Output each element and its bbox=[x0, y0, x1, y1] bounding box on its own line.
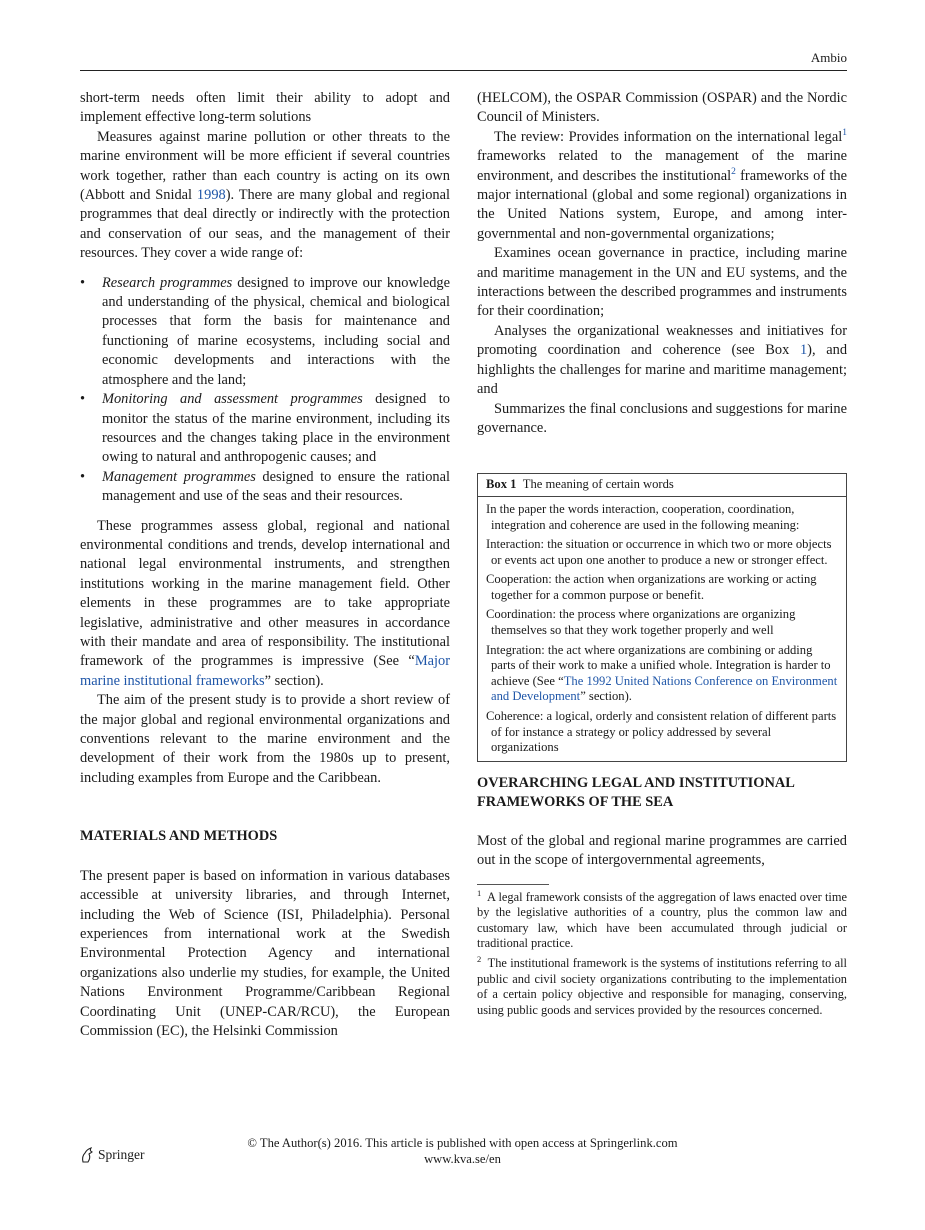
paragraph-text: These programmes assess global, regional and national environmental conditions and trends, develop international and national legal environmental instruments, and strengthen institutions working in the marine management field. Other elements in these programmes are to take appropriate legislative, administrative and other measures in accordance with their mandate and area of responsibility. The institutional framework of the programmes is impressive (See “ bbox=[80, 517, 450, 670]
footnote-ref[interactable]: 2 bbox=[731, 166, 736, 177]
bullet-marker: • bbox=[80, 274, 86, 291]
left-column bbox=[80, 89, 450, 1041]
footnote-text: A legal framework consists of the aggregation of laws enacted over time by the legislative authorities of a country, plus the common law and customary law, which have been accumulated through judicial or traditional practice. bbox=[477, 889, 847, 951]
bullet-marker: • bbox=[80, 391, 86, 408]
definition-coherence: Coherence: a logical, orderly and consistent relation of different parts of for instance a strategy or policy addressed by several organizations bbox=[486, 709, 837, 755]
paragraph-text: frameworks related to the management of the marine environment, and describes the institutional bbox=[477, 148, 847, 184]
journal-url[interactable]: www.kva.se/en bbox=[424, 1151, 501, 1166]
section-link[interactable]: Major marine institutional frameworks bbox=[80, 653, 450, 689]
journal-name: Ambio bbox=[810, 50, 847, 65]
paragraph-text: The review: Provides information on the international legal bbox=[494, 128, 843, 145]
section-link[interactable]: The 1992 United Nations Conference on Environment and Development bbox=[491, 673, 838, 704]
box-header bbox=[478, 474, 846, 497]
paragraph-text: ). There are many global and regional programmes that deal directly or indirectly with the protection and conservation of our seas, and the management of their resources. They cover a wide range of: bbox=[80, 187, 450, 262]
definition-integration bbox=[486, 643, 838, 705]
header-rule bbox=[80, 70, 847, 71]
box-body bbox=[478, 497, 846, 761]
footnote-text: The institutional framework is the systems of institutions referring to all public and civil society organizations contributing to the implementation of a certain policy objective and responsible for managing, conserving, using public goods and services provided by the resources concerned. bbox=[477, 956, 847, 1017]
programme-list bbox=[80, 274, 450, 507]
right-column bbox=[477, 89, 847, 1023]
paragraph: The present paper is based on information in various databases accessible at university libraries, and through Internet, including the Web of Science (ISI, Philadelphia). Personal experiences from international work at the Swedish Environmental Protection Agency and international organizations also underlie my studies, for example, the United Nations Environment Programme/Caribbean Regional Coordinating Unit (UNEP-CAR/RCU), the European Commission (EC), the Helsinki Commission bbox=[80, 867, 450, 1040]
paragraph: (HELCOM), the OSPAR Commission (OSPAR) and the Nordic Council of Ministers. bbox=[477, 90, 847, 126]
list-item-term: Research programmes bbox=[102, 274, 233, 291]
paragraph bbox=[80, 128, 450, 264]
definition-text: ” section). bbox=[580, 689, 632, 704]
footnote-number: 2 bbox=[477, 954, 482, 965]
footnote bbox=[477, 887, 847, 952]
paragraph: short-term needs often limit their ability to adopt and implement effective long-term solutions bbox=[80, 90, 450, 126]
box-intro: In the paper the words interaction, cooperation, coordination, integration and coherence are used in the following meaning: bbox=[486, 501, 800, 532]
paragraph bbox=[80, 517, 450, 692]
definition-cooperation: Cooperation: the action when organizations are working or acting together for a common purpose or benefit. bbox=[486, 572, 817, 602]
citation-link[interactable]: 1998 bbox=[196, 187, 226, 204]
paragraph bbox=[477, 128, 847, 244]
list-item-term: Monitoring and assessment programmes bbox=[102, 391, 363, 408]
footnote-rule bbox=[477, 884, 549, 885]
box-label: Box 1 bbox=[486, 477, 517, 492]
footnote bbox=[477, 956, 847, 1018]
definition-interaction: Interaction: the situation or occurrence in which two or more objects or events act upon one another to produce a new or stronger effect. bbox=[486, 537, 832, 567]
footnote-number: 1 bbox=[477, 887, 482, 898]
footnote-ref[interactable]: 1 bbox=[842, 128, 847, 139]
paragraph: Examines ocean governance in practice, including marine and maritime management in the UN and EU systems, and the interactions between the described programmes and instruments for their coordination; bbox=[477, 245, 847, 320]
list-item-text: designed to ensure the rational management and use of the seas and their resources. bbox=[102, 468, 450, 505]
definition-text: Integration: the act where organizations are combining or adding parts of their work to make a unified whole. Integration is harder to achieve (See “ bbox=[486, 642, 831, 688]
list-item-text: designed to improve our knowledge and understanding of the physical, chemical and biological processes that form the basis for maintenance and functioning of marine ecosystems, including social and economic developments and interactions with the atmosphere and the land; bbox=[102, 274, 451, 388]
paragraph-text: Measures against marine pollution or other threats to the marine environment will be more efficient if several countries work together, rather than each country is acting on its own (Abbott and Snidal bbox=[80, 128, 450, 204]
list-item-term: Management programmes bbox=[102, 468, 256, 485]
section-heading: OVERARCHING LEGAL AND INSTITUTIONAL FRAMEWORKS OF THE SEA bbox=[477, 774, 795, 811]
paragraph: Summarizes the final conclusions and suggestions for marine governance. bbox=[477, 400, 847, 436]
box-link[interactable]: 1 bbox=[799, 342, 808, 359]
paragraph-text: frameworks of the major international (global and some regional) organizations in the United Nations system, Europe, and among inter-governmental and non-governmental organizations; bbox=[477, 167, 847, 242]
paragraph: The aim of the present study is to provide a short review of the major global and regional environmental organizations and conventions relevant to the marine environment and the development of their work from the 1980s up to present, including examples from Europe and the Caribbean. bbox=[80, 692, 450, 786]
paragraph-text: ), and highlights the challenges for marine and maritime management; and bbox=[477, 342, 848, 398]
list-item bbox=[80, 390, 450, 468]
list-item-text: designed to monitor the status of the marine environment, including its resources and the changes taking place in the environment owing to natural and anthropogenic causes; and bbox=[102, 391, 450, 466]
list-item bbox=[80, 468, 450, 507]
page-footer bbox=[0, 1136, 925, 1168]
paragraph-text: ” section). bbox=[264, 672, 324, 689]
copyright-line: © The Author(s) 2016. This article is published with open access at Springerlink.com bbox=[247, 1136, 678, 1150]
paragraph-text: Analyses the organizational weaknesses and initiatives for promoting coordination and coherence (see Box bbox=[477, 322, 847, 359]
definitions-box bbox=[477, 473, 847, 762]
bullet-marker: • bbox=[80, 468, 86, 485]
box-title: The meaning of certain words bbox=[522, 477, 674, 492]
paragraph: Most of the global and regional marine programmes are carried out in the scope of intergovernmental agreements, bbox=[477, 833, 847, 869]
section-heading: MATERIALS AND METHODS bbox=[80, 828, 278, 845]
list-item bbox=[80, 274, 450, 390]
definition-coordination: Coordination: the process where organizations are organizing themselves so that they work together properly and well bbox=[486, 607, 796, 638]
paragraph bbox=[477, 322, 847, 400]
publisher-name: Springer bbox=[98, 1147, 145, 1162]
